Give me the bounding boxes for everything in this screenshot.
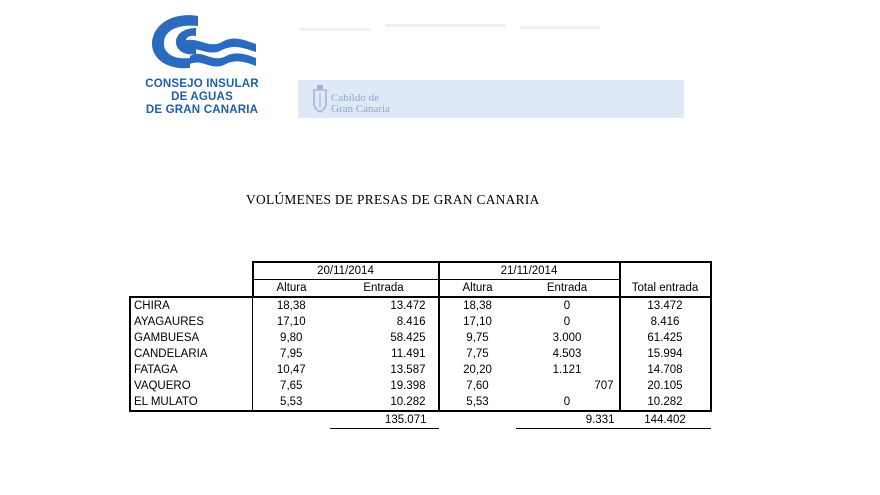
total-entrada: 20.105 — [620, 378, 711, 394]
altura-1: 7,95 — [253, 346, 330, 362]
faint-line — [300, 28, 370, 31]
total-entrada-2: 9.331 — [516, 411, 620, 429]
table-column-header-row — [130, 280, 711, 298]
table-row — [130, 330, 711, 346]
col-entrada-2: Entrada — [516, 280, 620, 298]
dam-name: AYAGAURES — [130, 314, 253, 330]
altura-1: 17,10 — [253, 314, 330, 330]
table-row — [130, 394, 711, 411]
altura-1: 18,38 — [253, 297, 330, 314]
entrada-2: 707 — [594, 380, 614, 392]
altura-2: 5,53 — [439, 394, 516, 411]
dam-name: VAQUERO — [130, 378, 253, 394]
dam-name: GAMBUESA — [130, 330, 253, 346]
entrada-1: 11.491 — [391, 348, 426, 360]
table-row — [130, 346, 711, 362]
entrada-2: 0 — [516, 394, 620, 411]
table-row — [130, 362, 711, 378]
entrada-2: 3.000 — [552, 332, 582, 344]
dam-volumes-table — [129, 261, 712, 429]
entrada-2: 0 — [563, 300, 571, 312]
cabildo-line-2: Gran Canaria — [331, 103, 390, 115]
altura-1: 5,53 — [253, 394, 330, 411]
total-entrada: 8.416 — [620, 314, 711, 330]
entrada-2: 4.503 — [552, 348, 582, 360]
crest-icon — [312, 84, 328, 114]
table-date-row — [130, 262, 711, 280]
total-entrada: 14.708 — [620, 362, 711, 378]
entrada-1: 8.416 — [396, 316, 426, 328]
dam-name: EL MULATO — [130, 394, 253, 411]
altura-1: 9,80 — [253, 330, 330, 346]
altura-2: 18,38 — [439, 297, 516, 314]
total-entrada: 13.472 — [620, 297, 711, 314]
col-entrada-1: Entrada — [330, 280, 439, 298]
table-row — [130, 297, 711, 314]
col-altura-2: Altura — [439, 280, 516, 298]
consejo-insular-logo — [132, 12, 272, 122]
col-total-entrada: Total entrada — [620, 280, 711, 298]
total-entrada-1: 135.071 — [330, 411, 439, 429]
altura-2: 20,20 — [439, 362, 516, 378]
altura-1: 10,47 — [253, 362, 330, 378]
altura-2: 7,60 — [439, 378, 516, 394]
cabildo-line-1: Cabildo de — [331, 92, 379, 104]
altura-2: 17,10 — [439, 314, 516, 330]
cabildo-banner — [298, 80, 684, 118]
altura-2: 7,75 — [439, 346, 516, 362]
document-title: VOLÚMENES DE PRESAS DE GRAN CANARIA — [246, 192, 540, 207]
total-entrada: 61.425 — [620, 330, 711, 346]
dam-name: CHIRA — [130, 297, 253, 314]
faint-line — [385, 24, 505, 27]
total-entrada: 10.282 — [620, 394, 711, 411]
table-totals-row — [130, 411, 711, 429]
altura-2: 9,75 — [439, 330, 516, 346]
logo-line-2: DE AGUAS — [171, 91, 233, 103]
dam-name: FATAGA — [130, 362, 253, 378]
entrada-1: 19.398 — [390, 380, 426, 392]
total-entrada: 15.994 — [620, 346, 711, 362]
altura-1: 7,65 — [253, 378, 330, 394]
faint-line — [520, 26, 600, 29]
entrada-1: 13.472 — [390, 300, 426, 312]
entrada-2: 0 — [563, 316, 571, 328]
logo-line-3: DE GRAN CANARIA — [145, 104, 259, 116]
table-row — [130, 314, 711, 330]
entrada-1: 58.425 — [390, 332, 426, 344]
logo-line-1: CONSEJO INSULAR — [145, 78, 259, 90]
table-row — [130, 378, 711, 394]
col-altura-1: Altura — [253, 280, 330, 298]
dam-name: CANDELARIA — [130, 346, 253, 362]
date-header-1: 20/11/2014 — [253, 262, 439, 280]
date-header-2: 21/11/2014 — [439, 262, 620, 280]
entrada-2: 1.121 — [552, 364, 582, 376]
entrada-1: 10.282 — [330, 394, 439, 411]
grand-total-entrada: 144.402 — [620, 411, 711, 429]
entrada-1: 13.587 — [390, 364, 426, 376]
water-waves-logo-icon — [146, 12, 258, 74]
